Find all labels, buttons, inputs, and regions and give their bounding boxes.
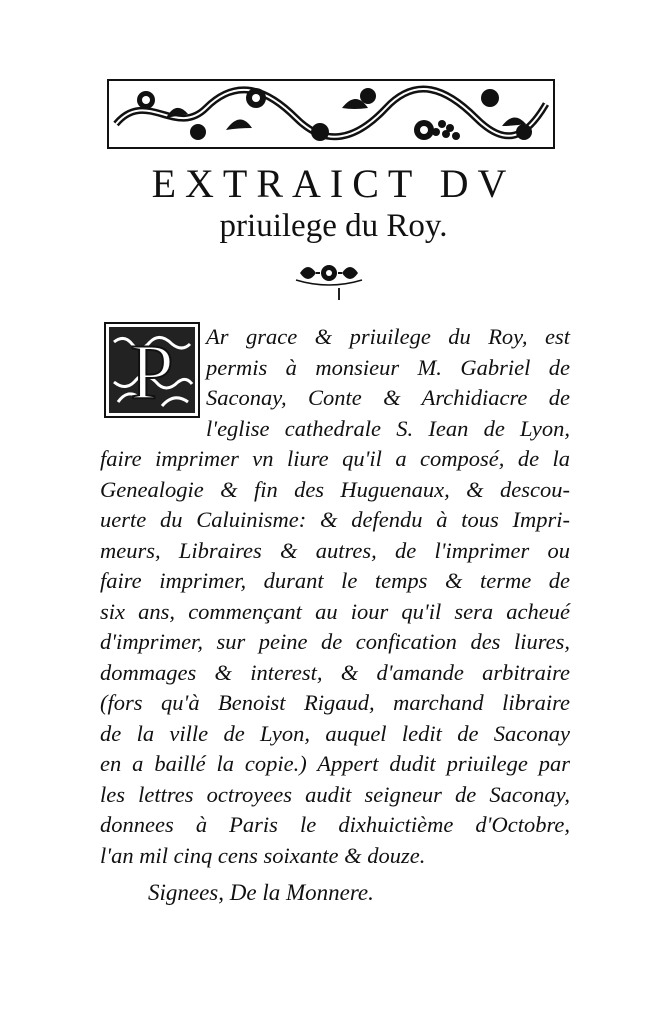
text-line: l'an mil cinq cens soixante & douze. <box>100 842 426 868</box>
text-line: six ans, commençant au iour qu'il sera acheué <box>100 598 570 624</box>
text-line: (fors qu'à Benoist Rigaud, marchand libraire <box>100 690 570 715</box>
text-line: de la ville de Lyon, auquel ledit de Saconay <box>100 720 570 746</box>
text-line: Genealogie & fin des Huguenaux, & descou- <box>100 476 570 502</box>
dropcap-letter: P <box>130 328 174 415</box>
text-line: donnees à Paris le dixhuictième d'Octobre, <box>100 812 570 837</box>
privilege-text <box>100 322 570 871</box>
page-title: EXTRAICT DV <box>151 161 516 206</box>
text-line: les lettres octroyees audit seigneur de Saconay, <box>100 781 570 807</box>
text-line: en a baillé la copie.) Appert dudit priuilege par <box>100 751 570 776</box>
divider-tick <box>338 288 340 300</box>
text-line: meurs, Libraires & autres, de l'imprimer ou <box>100 537 570 563</box>
fleuron-ornament-icon <box>294 260 364 286</box>
text-line: faire imprimer vn liure qu'il a composé, de la <box>100 446 570 471</box>
signature-line: Signees, De la Monnere. <box>148 880 374 905</box>
text-line: permis à monsieur M. Gabriel de <box>206 354 570 380</box>
text-line: Saconay, Conte & Archidiacre de <box>206 385 570 410</box>
text-line: l'eglise cathedrale S. Iean de Lyon, <box>206 415 570 441</box>
text-line: Ar grace & priuilege du Roy, est <box>206 324 570 349</box>
text-line: d'imprimer, sur peine de confication des liures, <box>100 629 570 654</box>
text-line: uerte du Caluinisme: & defendu à tous Impri- <box>100 507 570 532</box>
text-line: dommages & interest, & d'amande arbitraire <box>100 659 570 685</box>
text-line: faire imprimer, durant le temps & terme de <box>100 568 570 593</box>
ornamental-headpiece <box>106 78 556 150</box>
page-subtitle: priuilege du Roy. <box>219 208 448 244</box>
